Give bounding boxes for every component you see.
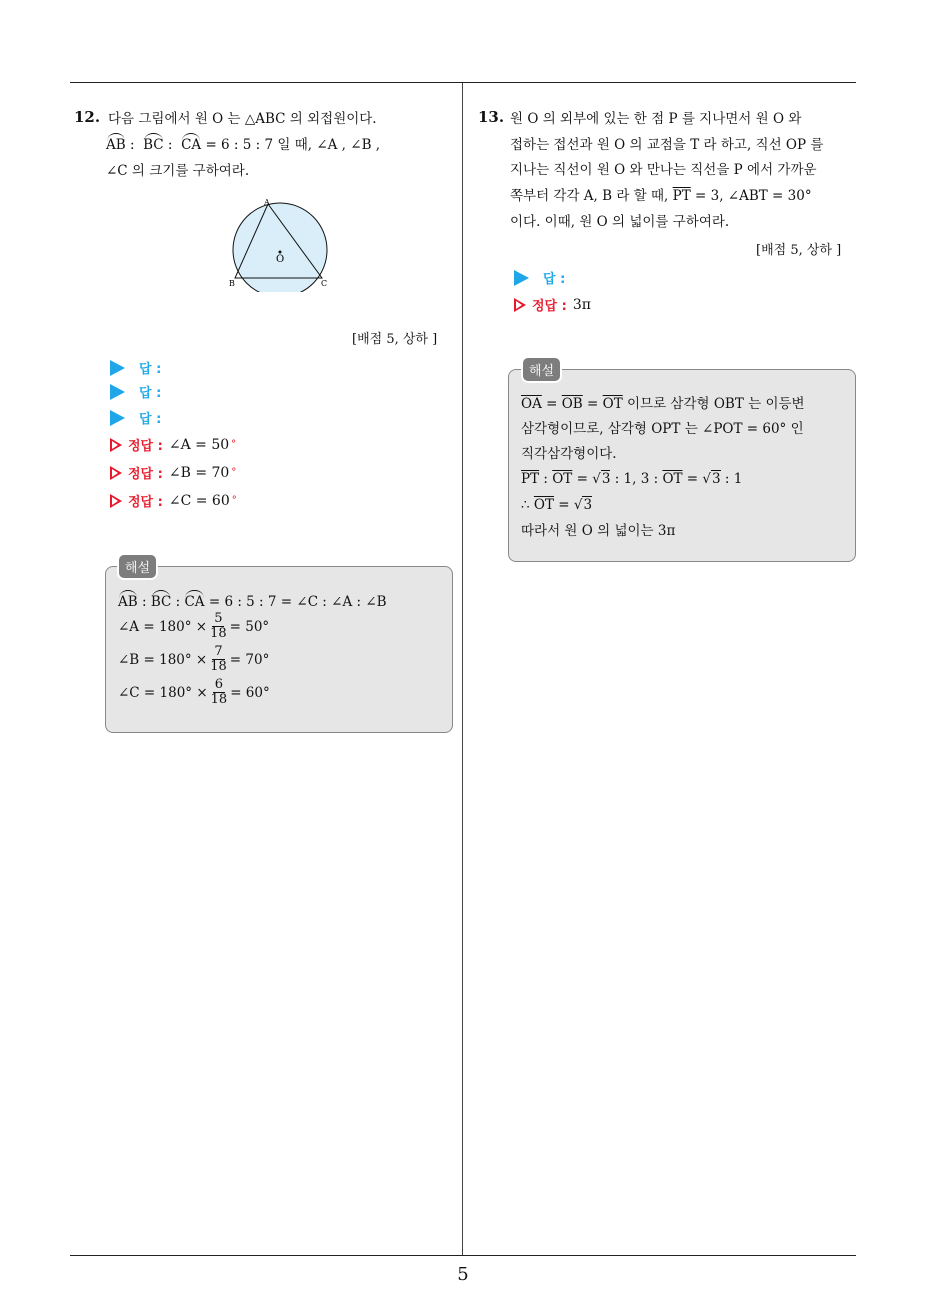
q13-line3: 지나는 직선이 원 O 와 만나는 직선을 P 에서 가까운 — [510, 162, 817, 178]
fraction: $\frac{5}{18}$ — [210, 611, 227, 641]
q12-solution-tag: 해설 — [117, 553, 158, 580]
q13-line2: 접하는 접선과 원 O 의 교점을 T 라 하고, 직선 OP 를 — [510, 137, 824, 153]
top-rule — [70, 82, 856, 83]
correct-arrow-icon — [514, 298, 526, 312]
q13-correct: 정답 : 3π — [514, 295, 591, 314]
circumcircle-diagram — [226, 196, 336, 292]
label-o: O — [276, 254, 285, 265]
circumcircle — [233, 203, 327, 292]
correct-arrow-icon — [110, 466, 122, 480]
arc-ab: AB — [106, 137, 126, 153]
arc-bc: BC — [143, 137, 164, 153]
q12-line3: ∠C 의 크기를 구하여라. — [106, 163, 250, 179]
label-a: A — [264, 198, 270, 207]
q13-line4: 쪽부터 각각 A, B 라 할 때, $\overline{PT} = 3$, ∠ABT = 30° — [510, 188, 812, 204]
q13-line5: 이다. 이때, 원 O 의 넓이를 구하여라. — [510, 214, 730, 230]
label-c: C — [321, 279, 328, 288]
q12-number: 12. — [74, 108, 101, 126]
q12-solution-line1: AB : BC : CA = 6 : 5 : 7 = ∠C : ∠A : ∠B — [118, 594, 387, 610]
correct-arrow-icon — [110, 438, 122, 452]
answer-arrow-icon — [110, 360, 125, 376]
q12-solution-row-c: ∠C = 180° × $\frac{6}{18}$ = 60° — [118, 677, 270, 707]
q13-solution-line1: $\overline{OA} = \overline{OB} = \overline{OT}$ 이므로 삼각형 OBT 는 이등변 — [521, 396, 805, 412]
fraction: $\frac{7}{18}$ — [210, 644, 227, 674]
answer-arrow-icon — [110, 410, 125, 426]
q12-line2-rest: = 6 : 5 : 7 일 때, ∠A , ∠B , — [201, 137, 381, 153]
q12-line2: AB : BC : CA = 6 : 5 : 7 일 때, ∠A , ∠B , — [106, 137, 381, 153]
q13-score: [배점 5, 상하 ] — [756, 243, 842, 258]
q12-line1: 다음 그림에서 원 O 는 △ABC 의 외접원이다. — [108, 111, 377, 127]
q12-correct-1: 정답 : ∠A = 50 ° — [110, 435, 236, 454]
correct-arrow-icon — [110, 494, 122, 508]
bottom-rule — [70, 1255, 856, 1256]
q12-solution-row-b: ∠B = 180° × $\frac{7}{18}$ = 70° — [118, 644, 270, 674]
answer-arrow-icon — [514, 270, 529, 286]
q12-correct-2: 정답 : ∠B = 70 ° — [110, 463, 236, 482]
q13-solution-line5: ∴ $\overline{OT} = √3$ — [521, 497, 593, 513]
column-divider — [462, 83, 463, 1255]
q13-solution-line6: 따라서 원 O 의 넓이는 3π — [521, 523, 676, 539]
q12-score: [배점 5, 상하 ] — [352, 332, 438, 347]
q13-solution-line4: $\overline{PT}$ : $\overline{OT} = √3$ : 1, 3 : $\overline{OT} = √3$ : 1 — [521, 471, 743, 487]
q12-answer-3: 답 : — [110, 408, 161, 427]
page-number: 5 — [457, 1264, 469, 1285]
answer-arrow-icon — [110, 384, 125, 400]
q12-answer-1: 답 : — [110, 358, 161, 377]
q12-solution-row-a: ∠A = 180° × $\frac{5}{18}$ = 50° — [118, 611, 270, 641]
q13-solution-tag: 해설 — [521, 356, 562, 383]
fraction: $\frac{6}{18}$ — [210, 677, 228, 707]
label-b: B — [229, 279, 235, 288]
q13-solution-line2: 삼각형이므로, 삼각형 OPT 는 ∠POT = 60° 인 — [521, 421, 804, 437]
q12-answer-2: 답 : — [110, 382, 161, 401]
q13-solution-line3: 직각삼각형이다. — [521, 446, 617, 462]
q13-number: 13. — [478, 108, 505, 126]
q13-answer: 답 : — [514, 268, 565, 287]
arc-ca: CA — [181, 137, 202, 153]
q13-line1: 원 O 의 외부에 있는 한 점 P 를 지나면서 원 O 와 — [510, 111, 802, 127]
q12-correct-3: 정답 : ∠C = 60 ° — [110, 491, 237, 510]
